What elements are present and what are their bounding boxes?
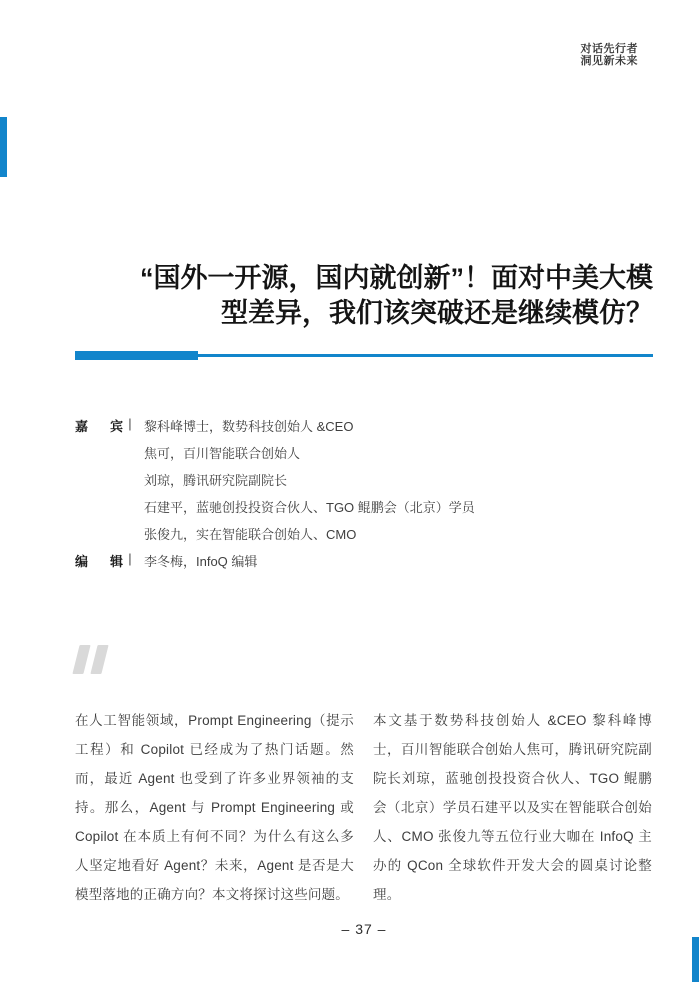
article-title-line1: “国外一开源，国内就创新”！面对中美大模 <box>140 263 653 293</box>
editor-row <box>75 551 653 578</box>
article-body <box>75 706 652 909</box>
guest-label: 嘉宾 <box>75 419 123 434</box>
editor-name: 李冬梅，InfoQ 编辑 <box>144 554 258 569</box>
title-underline-thick-segment <box>75 351 198 360</box>
page-number: – 37 – <box>341 921 387 937</box>
guest-name: 张俊九，实在智能联合创始人、CMO <box>144 527 357 542</box>
quote-icon <box>76 645 105 674</box>
left-edge-accent-bar <box>0 117 7 177</box>
right-edge-accent-bar <box>692 937 699 982</box>
guest-row <box>75 470 653 497</box>
series-header-line1: 对话先行者 <box>580 43 638 55</box>
guest-row <box>75 416 653 443</box>
guest-row <box>75 497 653 524</box>
guest-row <box>75 443 653 470</box>
quote-icon-stroke <box>72 645 90 674</box>
label-divider: | <box>128 416 132 431</box>
guest-row <box>75 524 653 551</box>
body-column-right: 本文基于数势科技创始人 &CEO 黎科峰博士，百川智能联合创始人焦可，腾讯研究院副院长刘琼，蓝驰创投投资合伙人、TGO 鲲鹏会（北京）学员石建平以及实在智能联合创始人、CMO 张俊九等五位行业大咖在 InfoQ 主办的 QCon 全球软件开发大会的圆桌讨论整理。 <box>373 713 652 902</box>
series-header <box>581 43 639 67</box>
article-title-line2: 型差异，我们该突破还是继续模仿？ <box>221 298 653 328</box>
guest-name: 石建平，蓝驰创投投资合伙人、TGO 鲲鹏会（北京）学员 <box>144 500 475 515</box>
title-underline-thin-segment <box>198 354 653 357</box>
guest-editor-list <box>75 416 653 578</box>
editor-label: 编辑 <box>75 554 123 569</box>
article-title <box>75 261 653 331</box>
guest-name: 刘琼，腾讯研究院副院长 <box>144 473 288 488</box>
guest-name: 黎科峰博士，数势科技创始人 &CEO <box>144 419 354 434</box>
title-underline-rule <box>75 351 653 360</box>
quote-icon-stroke <box>90 645 108 674</box>
label-divider: | <box>128 551 132 566</box>
guest-name: 焦可，百川智能联合创始人 <box>144 446 301 461</box>
series-header-line2: 洞见新未来 <box>580 55 638 67</box>
body-column-left: 在人工智能领域，Prompt Engineering（提示工程）和 Copilot 已经成为了热门话题。然而，最近 Agent 也受到了许多业界领袖的支持。那么，Agent 与 Prompt Engineering 或 Copilot 在本质上有何不同？为什么有这么多人坚定地看好 Agent？未来，Agent 是否是大模型落地的正确方向？本文将探讨这些问题。 <box>75 713 354 902</box>
